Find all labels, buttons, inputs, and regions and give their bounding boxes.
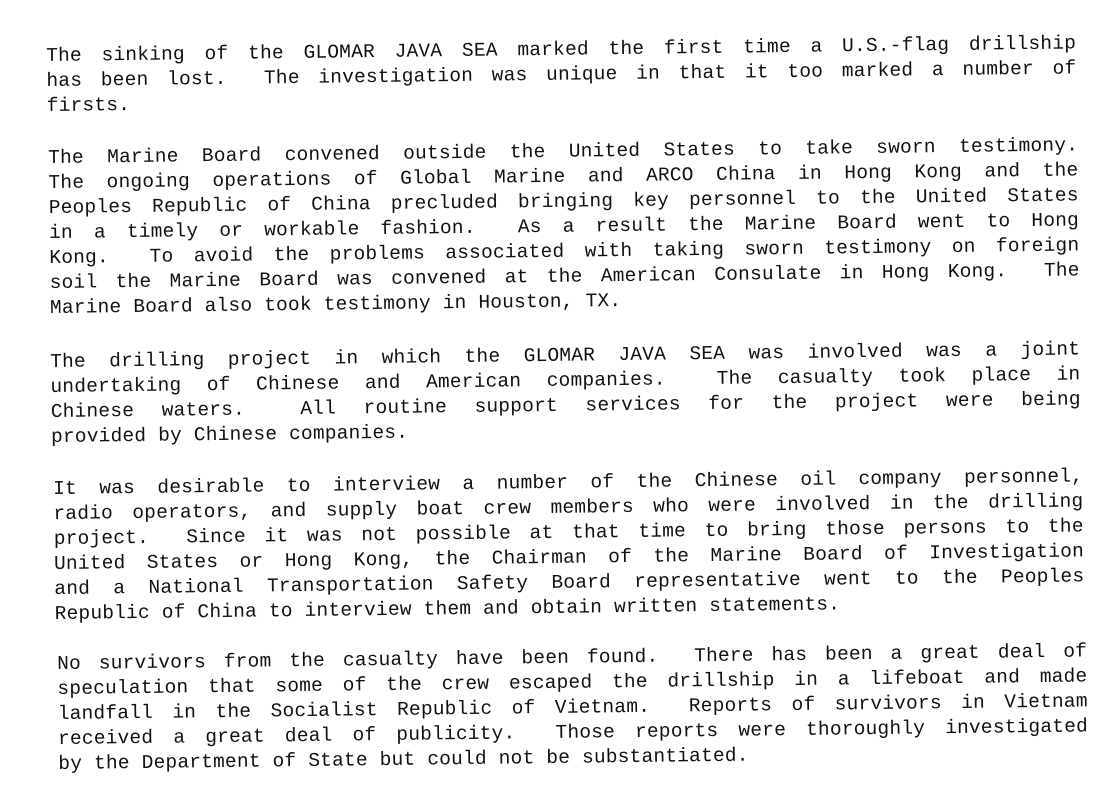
text-line: in a timely or workable fashion. As a result the Marine Board went to Hong bbox=[48, 209, 1080, 244]
text-line: The sinking of the GLOMAR JAVA SEA marked the first time a U.S.-flag drillship bbox=[46, 32, 1077, 67]
text-line: Marine Board also took testimony in Houston, TX. bbox=[49, 290, 622, 319]
text-line: The Marine Board convened outside the United States to take sworn testimony. bbox=[48, 134, 1079, 169]
text-line: received a great deal of publicity. Those reports were thoroughly investigated bbox=[57, 715, 1089, 750]
text-line: The drilling project in which the GLOMAR JAVA SEA was involved was a joint bbox=[50, 338, 1081, 373]
text-line: has been lost. The investigation was unique in that it too marked a number of bbox=[46, 57, 1077, 92]
text-line: The ongoing operations of Global Marine and ARCO China in Hong Kong and the bbox=[48, 159, 1079, 194]
text-line: No survivors from the casualty have been found. There has been a great deal of bbox=[57, 640, 1088, 675]
paragraph-first-loss bbox=[46, 31, 1077, 119]
text-line: Chinese waters. All routine support services for the project were being bbox=[50, 388, 1081, 423]
text-line: soil the Marine Board was convened at the American Consulate in Hong Kong. The bbox=[49, 259, 1080, 294]
paragraph-marine-board bbox=[48, 133, 1080, 321]
text-line: by the Department of State but could not be substantiated. bbox=[58, 744, 749, 775]
text-line: United States or Hong Kong, the Chairman of the Marine Board of Investigation bbox=[53, 540, 1085, 575]
text-line: project. Since it was not possible at that time to bring those persons to the bbox=[53, 515, 1084, 550]
text-line: undertaking of Chinese and American companies. The casualty took place in bbox=[50, 363, 1081, 398]
text-line: It was desirable to interview a number of the Chinese oil company personnel, bbox=[53, 465, 1084, 500]
paragraph-survivors bbox=[57, 639, 1088, 777]
text-line: and a National Transportation Safety Board representative went to the Peoples bbox=[54, 565, 1085, 600]
text-line: Republic of China to interview them and obtain written statements. bbox=[54, 593, 841, 625]
text-line: Kong. To avoid the problems associated with taking sworn testimony on foreign bbox=[49, 234, 1080, 269]
text-line: radio operators, and supply boat crew members who were involved in the drilling bbox=[53, 490, 1084, 525]
paragraph-drilling-project bbox=[50, 337, 1081, 450]
text-line: Peoples Republic of China precluded bringing key personnel to the United States bbox=[48, 184, 1079, 219]
text-line: landfall in the Socialist Republic of Vietnam. Reports of survivors in Vietnam bbox=[57, 690, 1088, 725]
text-line: speculation that some of the crew escaped the drillship in a lifeboat and made bbox=[57, 665, 1088, 700]
text-line: provided by Chinese companies. bbox=[50, 421, 409, 448]
text-line: firsts. bbox=[46, 93, 131, 117]
paragraph-interviews bbox=[53, 464, 1085, 627]
